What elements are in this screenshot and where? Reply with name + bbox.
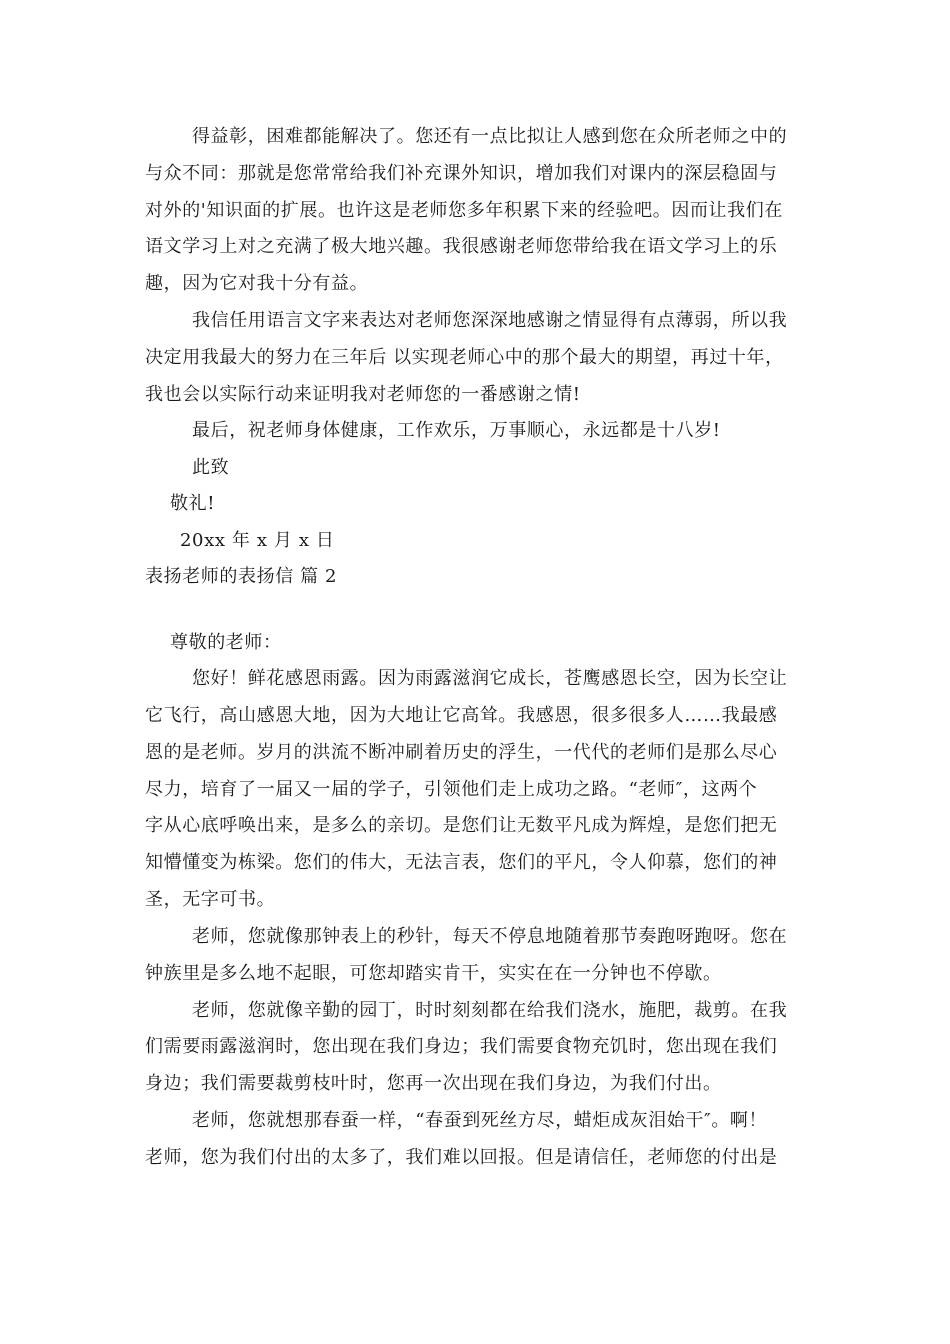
text-line: 身边；我们需要裁剪枝叶时，您再一次出现在我们身边，为我们付出。 <box>145 1073 722 1094</box>
letter-greeting: 尊敬的老师： <box>170 632 282 653</box>
text-line: 老师，您就像辛勤的园丁，时时刻刻都在给我们浇水，施肥，裁剪。在我 <box>192 1000 788 1021</box>
text-line: 尽力，培育了一届又一届的学子，引领他们走上成功之路。“老师″，这两个 <box>145 779 758 800</box>
text-line: 老师，您就像那钟表上的秒针，每天不停息地随着那节奏跑呀跑呀。您在 <box>192 926 788 947</box>
closing-wish: 最后，祝老师身体健康，工作欢乐，万事顺心，永远都是十八岁! <box>192 420 721 441</box>
text-line: 知懵懂变为栋梁。您们的伟大，无法言表，您们的平凡，令人仰慕，您们的神 <box>145 852 778 873</box>
text-line: 得益彰，困难都能解决了。您还有一点比拟让人感到您在众所老师之中的 <box>192 126 788 147</box>
text-line: 恩的是老师。岁月的洪流不断冲刷着历史的浮生，一代代的老师们是那么尽心 <box>145 742 778 763</box>
section-title: 表扬老师的表扬信 篇 2 <box>145 566 338 587</box>
text-line: 语文学习上对之充满了极大地兴趣。我很感谢老师您带给我在语文学习上的乐 <box>145 236 778 257</box>
closing-salutation: 此致 <box>192 457 230 478</box>
text-line: 它飞行，高山感恩大地，因为大地让它高耸。我感恩，很多很多人……我最感 <box>145 705 778 726</box>
text-line: 决定用我最大的努力在三年后 以实现老师心中的那个最大的期望，再过十年， <box>145 347 784 368</box>
text-line: 对外的'知识面的扩展。也许这是老师您多年积累下来的经验吧。因而让我们在 <box>145 200 783 221</box>
text-line: 我信任用语言文字来表达对老师您深深地感谢之情显得有点薄弱，所以我 <box>192 310 788 331</box>
text-line: 字从心底呼唤出来，是多么的亲切。是您们让无数平凡成为辉煌，是您们把无 <box>145 815 778 836</box>
text-line: 圣，无字可书。 <box>145 889 276 910</box>
closing-regards: 敬礼! <box>170 493 216 514</box>
text-line: 们需要雨露滋润时，您出现在我们身边；我们需要食物充饥时，您出现在我们 <box>145 1036 778 1057</box>
text-line: 与众不同：那就是您常常给我们补充课外知识，增加我们对课内的深层稳固与 <box>145 163 778 184</box>
text-line: 老师，您就想那春蚕一样，“春蚕到死丝方尽，蜡炬成灰泪始干″。啊！ <box>192 1110 768 1131</box>
text-line: 您好！鲜花感恩雨露。因为雨露滋润它成长，苍鹰感恩长空，因为长空让 <box>192 668 788 689</box>
letter-date: 20xx 年 x 月 x 日 <box>180 530 335 551</box>
text-line: 我也会以实际行动来证明我对老师您的一番感谢之情! <box>145 384 581 405</box>
text-line: 老师，您为我们付出的太多了，我们难以回报。但是请信任，老师您的付出是 <box>145 1147 778 1168</box>
text-line: 趣，因为它对我十分有益。 <box>145 273 369 294</box>
text-line: 钟族里是多么地不起眼，可您却踏实肯干，实实在在一分钟也不停歇。 <box>145 963 722 984</box>
